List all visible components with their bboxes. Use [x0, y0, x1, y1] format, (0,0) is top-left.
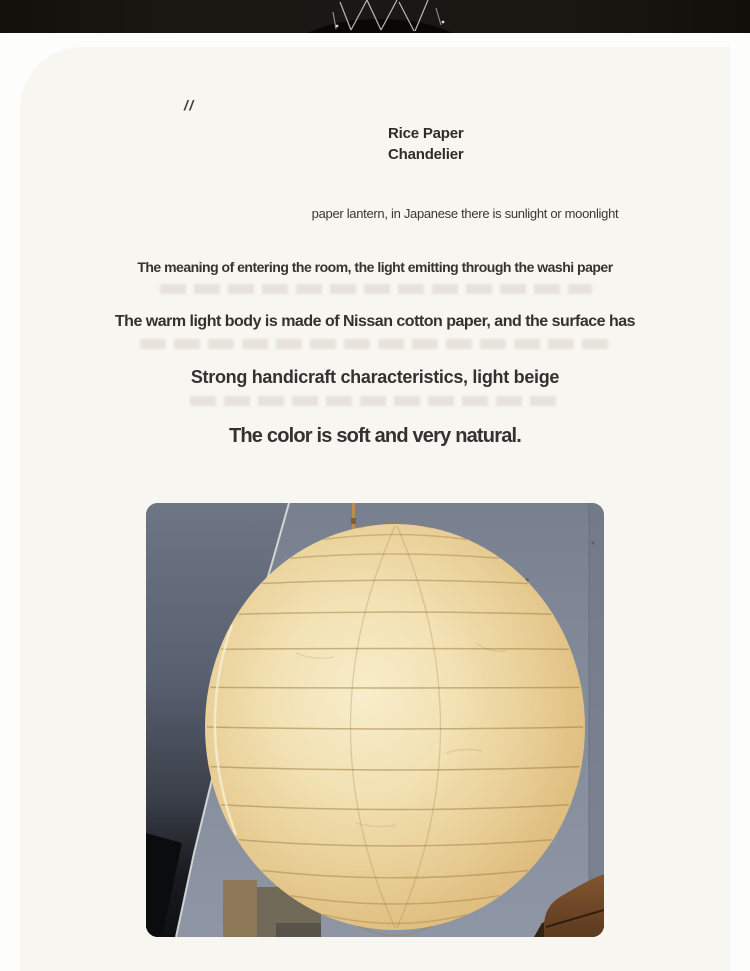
lantern-cord: [352, 503, 355, 529]
product-title: [388, 123, 464, 165]
description-line-3: The warm light body is made of Nissan cotton paper, and the surface has: [114, 313, 636, 330]
floor-shadow: [276, 923, 321, 937]
wall-corner-strip: [589, 503, 604, 937]
lantern-body: [205, 524, 585, 930]
lantern-photo-scene: [146, 503, 604, 937]
product-title-line2: Chandelier: [388, 146, 464, 163]
product-title-line1: Rice Paper: [388, 125, 464, 142]
ghost-text-line-3: [190, 396, 562, 406]
wire-dot-right: [442, 21, 445, 24]
wood-frame-reflection: [223, 880, 257, 937]
previous-photo-strip: [0, 0, 750, 33]
ghost-text-line-2: [140, 339, 612, 349]
wire-dot-left: [336, 25, 339, 28]
description-line-2: The meaning of entering the room, the light emitting through the washi paper: [137, 259, 613, 275]
ghost-text-line-1: [160, 284, 592, 294]
wire-lamp-base-illustration: [0, 0, 750, 33]
description-line-4: Strong handicraft characteristics, light beige: [190, 367, 560, 387]
quote-slashes: //: [184, 97, 195, 113]
description-line-5: The color is soft and very natural.: [228, 425, 522, 447]
wall-speck-2: [592, 542, 595, 545]
description-line-1: paper lantern, in Japanese there is sunlight or moonlight: [311, 206, 619, 221]
lantern-product-photo: [146, 503, 604, 937]
cord-connector: [351, 518, 356, 524]
